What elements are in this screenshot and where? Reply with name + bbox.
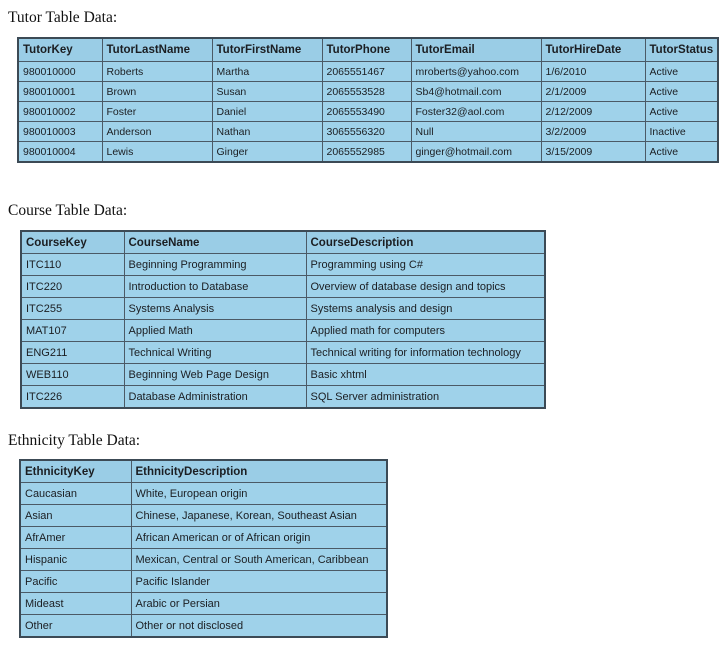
course-cell: Beginning Web Page Design [124,364,306,386]
ethnicity-header-row [20,460,387,483]
course-cell: SQL Server administration [306,386,545,409]
ethnicity-column-header: EthnicityKey [20,460,131,483]
course-table-row [21,320,545,342]
tutor-cell: Sb4@hotmail.com [411,82,541,102]
course-header-row [21,231,545,254]
course-cell: Beginning Programming [124,254,306,276]
tutor-cell: Foster [102,102,212,122]
tutor-column-header: TutorPhone [322,38,411,62]
course-cell: Applied math for computers [306,320,545,342]
tutor-table-row [18,142,718,163]
ethnicity-cell: Arabic or Persian [131,593,387,615]
ethnicity-table-row [20,593,387,615]
tutor-cell: Daniel [212,102,322,122]
tutor-cell: Roberts [102,62,212,82]
course-column-header: CourseDescription [306,231,545,254]
tutor-column-header: TutorFirstName [212,38,322,62]
course-table-caption: Course Table Data: [8,202,128,219]
ethnicity-cell: Caucasian [20,483,131,505]
tutor-column-header: TutorKey [18,38,102,62]
ethnicity-table [19,459,388,638]
ethnicity-cell: Hispanic [20,549,131,571]
course-cell: ITC220 [21,276,124,298]
course-table-row [21,298,545,320]
ethnicity-cell: African American or of African origin [131,527,387,549]
tutor-cell: Foster32@aol.com [411,102,541,122]
course-cell: Programming using C# [306,254,545,276]
tutor-cell: Active [645,62,718,82]
tutor-column-header: TutorEmail [411,38,541,62]
course-cell: ITC110 [21,254,124,276]
tutor-header-row [18,38,718,62]
tutor-table-row [18,102,718,122]
tutor-cell: Active [645,102,718,122]
course-cell: WEB110 [21,364,124,386]
tutor-cell: 980010000 [18,62,102,82]
tutor-cell: 3065556320 [322,122,411,142]
tutor-cell: 980010001 [18,82,102,102]
tutor-cell: 2065551467 [322,62,411,82]
course-cell: Systems Analysis [124,298,306,320]
tutor-cell: Lewis [102,142,212,163]
ethnicity-table-row [20,615,387,638]
tutor-cell: Brown [102,82,212,102]
tutor-cell: Active [645,82,718,102]
ethnicity-cell: Other or not disclosed [131,615,387,638]
course-cell: Database Administration [124,386,306,409]
course-cell: Basic xhtml [306,364,545,386]
ethnicity-column-header: EthnicityDescription [131,460,387,483]
tutor-cell: Ginger [212,142,322,163]
tutor-cell: 980010004 [18,142,102,163]
ethnicity-cell: Mexican, Central or South American, Caribbean [131,549,387,571]
course-table-row [21,386,545,409]
ethnicity-table-row [20,505,387,527]
ethnicity-table-row [20,549,387,571]
ethnicity-cell: AfrAmer [20,527,131,549]
tutor-cell: Martha [212,62,322,82]
tutor-cell: Active [645,142,718,163]
course-table [20,230,546,409]
tutor-cell: 1/6/2010 [541,62,645,82]
tutor-column-header: TutorHireDate [541,38,645,62]
tutor-cell: Nathan [212,122,322,142]
course-cell: Applied Math [124,320,306,342]
course-cell: Overview of database design and topics [306,276,545,298]
tutor-table-row [18,62,718,82]
tutor-cell: Inactive [645,122,718,142]
tutor-cell: 980010002 [18,102,102,122]
ethnicity-cell: Pacific [20,571,131,593]
tutor-cell: Anderson [102,122,212,142]
ethnicity-table-row [20,571,387,593]
tutor-cell: 980010003 [18,122,102,142]
tutor-cell: 3/15/2009 [541,142,645,163]
course-column-header: CourseName [124,231,306,254]
course-table-row [21,254,545,276]
course-cell: Technical Writing [124,342,306,364]
tutor-cell: 2/1/2009 [541,82,645,102]
course-cell: ENG211 [21,342,124,364]
tutor-cell: ginger@hotmail.com [411,142,541,163]
ethnicity-table-row [20,527,387,549]
tutor-table-row [18,122,718,142]
tutor-cell: Susan [212,82,322,102]
course-cell: Systems analysis and design [306,298,545,320]
course-table-row [21,276,545,298]
course-cell: ITC226 [21,386,124,409]
tutor-cell: 3/2/2009 [541,122,645,142]
ethnicity-table-caption: Ethnicity Table Data: [8,432,141,449]
tutor-cell: 2065552985 [322,142,411,163]
course-cell: Technical writing for information technology [306,342,545,364]
tutor-cell: mroberts@yahoo.com [411,62,541,82]
tutor-cell: 2065553490 [322,102,411,122]
ethnicity-cell: Pacific Islander [131,571,387,593]
tutor-cell: 2/12/2009 [541,102,645,122]
ethnicity-cell: Other [20,615,131,638]
tutor-column-header: TutorLastName [102,38,212,62]
ethnicity-cell: Asian [20,505,131,527]
course-column-header: CourseKey [21,231,124,254]
course-cell: ITC255 [21,298,124,320]
course-cell: MAT107 [21,320,124,342]
ethnicity-cell: Chinese, Japanese, Korean, Southeast Asian [131,505,387,527]
tutor-cell: Null [411,122,541,142]
tutor-table [17,37,719,163]
course-table-row [21,364,545,386]
tutor-column-header: TutorStatus [645,38,718,62]
tutor-table-row [18,82,718,102]
course-cell: Introduction to Database [124,276,306,298]
tutor-cell: 2065553528 [322,82,411,102]
course-table-row [21,342,545,364]
ethnicity-table-row [20,483,387,505]
ethnicity-cell: White, European origin [131,483,387,505]
tutor-table-caption: Tutor Table Data: [8,9,118,26]
ethnicity-cell: Mideast [20,593,131,615]
